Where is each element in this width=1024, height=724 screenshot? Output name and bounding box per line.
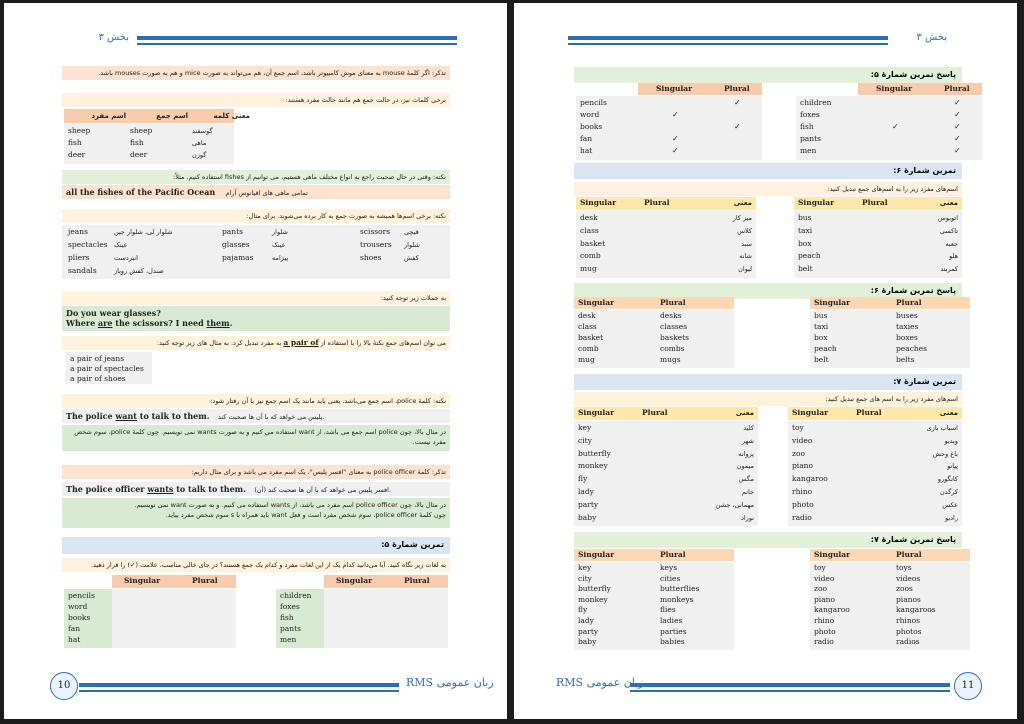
ans6-right-singular: bus (814, 311, 828, 320)
ans7-right-singular: zoo (814, 584, 827, 594)
ans6-left-header-plural: Plural (660, 298, 686, 307)
header-rule (568, 43, 888, 45)
ex7-left-header-meaning: معنی (735, 409, 754, 417)
plural-word-fa: شلوار (404, 241, 420, 249)
ex7-right-word: photo (792, 499, 814, 509)
ans6-left-plural: mugs (660, 355, 681, 364)
ans7-left-singular: butterfly (578, 584, 611, 594)
ex7-left-word: butterfly (578, 448, 611, 458)
ans6-right-singular: box (814, 333, 828, 342)
ans6-right-plural: belts (896, 355, 915, 364)
ex7-left-word: baby (578, 512, 597, 522)
ex7-left-meaning: شهر (741, 436, 754, 445)
ex6-left-header-meaning: معنی (733, 199, 752, 207)
ans5-right-word: children (800, 98, 832, 107)
ex6-right-meaning: هلو (949, 252, 958, 261)
ans7-right-plural: pianos (896, 594, 921, 604)
ex7-right-word: radio (792, 512, 812, 522)
ans6-left-plural: classes (660, 322, 688, 331)
police-example: The police want to talk to them. پلیس می خواهد که با آن ها صحبت کند. (62, 409, 450, 423)
plural-word-fa: قیچی (404, 228, 419, 236)
ex6-right-word: bus (798, 213, 812, 222)
ans5-right-header-singular: Singular (876, 84, 913, 93)
ex7-right-meaning: باغ وحش (932, 449, 958, 458)
ans7-left-body (574, 562, 734, 650)
ans7-right-plural: photos (896, 626, 922, 636)
ex6-right-word: peach (798, 251, 821, 261)
ex7-left-word: city (578, 435, 592, 445)
ex7-right-meaning: ویدیو (944, 436, 958, 445)
ex7-left-word: key (578, 423, 592, 432)
ex6-left-word: basket (580, 238, 606, 248)
ex6-left-word: class (580, 225, 599, 235)
check-icon: ✓ (954, 110, 961, 119)
ex5-right-word: pants (280, 624, 301, 633)
ans6-left-header-singular: Singular (578, 298, 615, 307)
plural-word-en: jeans (68, 227, 88, 236)
ans7-left-singular: fly (578, 605, 588, 615)
exercise-5-instructions: به لغات زیر نگاه کنید. آیا می‌دانید کدام یک از این لغات مفرد و کدام یک جمع هستند؟ در جای خالی مناسب، علامت (✓) را قرار دهید. (62, 558, 450, 572)
ex5-left-word: books (68, 613, 91, 622)
ans6-left-plural: combs (660, 344, 685, 353)
ex6-right-word: box (798, 238, 812, 248)
exercise-5-title: تمرین شمارهٔ ۵: (62, 537, 450, 554)
footer-rule (79, 683, 399, 687)
plural-word-fa: عینک (114, 241, 128, 249)
answer-7-title: پاسخ تمرین شمارهٔ ۷: (574, 532, 962, 548)
ans6-left-plural: desks (660, 311, 682, 320)
plural-word-en: shoes (360, 253, 382, 262)
ans5-right-word: pants (800, 134, 821, 143)
ans7-right-singular: video (814, 573, 835, 583)
page-number: 10 (50, 672, 78, 700)
exercise-6-instructions: اسم‌های مفرد زیر را به اسم‌های جمع تبدیل کنید: (574, 182, 962, 196)
ans7-right-plural: rhinos (896, 616, 921, 625)
ans6-right-singular: belt (814, 355, 829, 364)
ex7-right-word: toy (792, 423, 804, 432)
answer-5-title: پاسخ تمرین شمارهٔ ۵: (574, 67, 962, 83)
answer-6-title: پاسخ تمرین شمارهٔ ۶: (574, 283, 962, 299)
ans6-left-singular: comb (578, 344, 599, 353)
officer-example: The police officer wants to talk to them. (آن) افسر پلیس می خواهد که با آن ها صحبت کند. (62, 482, 450, 496)
ex5-right-blank-area (324, 589, 448, 648)
ans5-right-word: fish (800, 122, 814, 131)
ex7-right-word: piano (792, 461, 814, 471)
ex5-left-word: pencils (68, 591, 95, 600)
ans6-left-singular: desk (578, 311, 596, 320)
ex7-left-meaning: مهمانی، جشن (715, 500, 754, 509)
same-table-cell: fish (130, 138, 144, 147)
ans7-right-header-singular: Singular (814, 550, 851, 559)
plural-word-en: scissors (360, 227, 391, 236)
plural-word-fa: صندل، کفش روباز (114, 267, 164, 275)
plural-word-en: pajamas (222, 253, 254, 262)
note-police: نکته: کلمهٔ police، اسم جمع می‌باشد. یعنی باید مانند یک اسم جمع نیز با آن رفتار شود: (62, 394, 450, 408)
note-always-plural: نکته: برخی اسم‌ها همیشه به صورت جمع به کار برده می‌شوند. برای مثال: (62, 209, 450, 223)
ans7-left-plural: ladies (660, 616, 683, 625)
ex7-right-meaning: پیانو (947, 462, 958, 471)
ex6-left-word: desk (580, 213, 598, 222)
ans6-left-singular: mug (578, 355, 595, 364)
ex7-right-word: rhino (792, 487, 813, 496)
footer-title: زبان عمومی RMS (556, 676, 644, 689)
same-table-cell: ماهی (192, 139, 207, 147)
header-rule (137, 43, 457, 45)
ex5-left-blank-area (112, 589, 236, 648)
ans7-left-plural: parties (660, 626, 687, 636)
ex7-right-header-plural: Plural (856, 408, 882, 417)
ans6-right-header-singular: Singular (814, 298, 851, 307)
ex6-right-word: belt (798, 264, 813, 274)
ex7-left-word: party (578, 499, 599, 509)
header-rule (137, 36, 457, 40)
plural-word-fa: عینک (272, 241, 286, 249)
section-label: بخش ۳ (916, 32, 947, 43)
plural-word-en: spectacles (68, 240, 108, 249)
ans6-right-plural: buses (896, 311, 918, 320)
note-sentences: به جملات زیر توجه کنید: (62, 291, 450, 305)
ex7-left-header-singular: Singular (578, 408, 615, 417)
ex7-right-header-singular: Singular (792, 408, 829, 417)
ans5-left-word: pencils (580, 98, 607, 107)
ex6-left-word: comb (580, 251, 601, 261)
exercise-7-title: تمرین شمارهٔ ۷: (574, 374, 962, 390)
ans6-right-body (810, 310, 970, 368)
plural-word-en: glasses (222, 240, 250, 249)
ex7-right-meaning: اسباب بازی (926, 424, 958, 432)
ex5-left-word: fan (68, 624, 81, 633)
ex7-right-word: zoo (792, 448, 805, 458)
ex5-left-header-singular: Singular (124, 576, 161, 585)
ans6-left-singular: basket (578, 333, 604, 342)
ex7-left-word: fly (578, 474, 588, 484)
ans5-right-word: foxes (800, 110, 820, 119)
same-table-cell: sheep (130, 126, 153, 135)
right-page (514, 3, 1017, 719)
ans6-right-plural: taxies (896, 322, 919, 331)
ex7-left-meaning: خانم (741, 488, 754, 496)
ans7-left-plural: babies (660, 637, 685, 647)
ans6-left-plural: baskets (660, 333, 689, 342)
ans5-left-header-singular: Singular (656, 84, 693, 93)
ex5-right-header-plural: Plural (404, 576, 430, 585)
check-icon: ✓ (672, 134, 679, 143)
ex7-left-meaning: نوزاد (740, 513, 754, 522)
ans7-right-singular: piano (814, 594, 836, 604)
ex6-right-meaning: تاکسی (939, 226, 958, 235)
footer-rule (79, 690, 399, 692)
ans5-left-header-plural: Plural (724, 84, 750, 93)
section-label: بخش ۳ (98, 32, 129, 43)
check-icon: ✓ (892, 122, 899, 131)
pair-of-example: a pair of shoes (70, 374, 126, 383)
check-icon: ✓ (734, 122, 741, 131)
ans5-left-word: hat (580, 146, 593, 155)
fishes-example-en: all the fishes of the Pacific Ocean (66, 187, 216, 197)
ans7-right-plural: videos (896, 573, 921, 583)
check-icon: ✓ (954, 98, 961, 107)
ans7-left-singular: party (578, 626, 599, 636)
check-icon: ✓ (672, 110, 679, 119)
ans5-left-word: word (580, 110, 600, 119)
ex5-right-word: men (280, 635, 297, 644)
ans7-right-singular: kangaroo (814, 605, 850, 615)
same-table-cell: deer (130, 150, 148, 159)
ans7-right-plural: toys (896, 563, 912, 572)
ex7-left-header-plural: Plural (642, 408, 668, 417)
ex7-left-meaning: مگس (738, 475, 754, 484)
ex6-left-meaning: کلاس (737, 226, 752, 235)
check-icon: ✓ (954, 146, 961, 155)
ex7-right-meaning: کانگورو (937, 475, 958, 484)
ex6-right-meaning: اتوبوس (937, 214, 958, 222)
ans7-left-singular: key (578, 563, 592, 572)
fishes-example-fa: تمامی ماهی های اقیانوس آرام (225, 189, 308, 197)
ex7-right-word: kangaroo (792, 474, 828, 484)
ans7-right-plural: kangaroos (896, 605, 936, 615)
same-table-header: معنی کلمه (213, 112, 250, 120)
footer-title: زبان عمومی RMS (406, 676, 494, 689)
ex6-right-header-plural: Plural (862, 198, 888, 207)
ex6-right-meaning: کمربند (940, 265, 958, 274)
ans7-right-singular: rhino (814, 616, 835, 625)
note-same-plural: برخی کلمات نیز، در حالت جمع هم مانند حالت مفرد هستند: (62, 93, 450, 107)
note-mouse: تذکر: اگر کلمهٔ mouse به معنای موش کامپیوتر باشد، اسم جمع آن، هم می‌تواند به صورت mice و هم به صورت mouses باشد. (62, 66, 450, 80)
same-table-cell: گوزن (192, 151, 207, 159)
same-table-header: اسم مفرد (91, 112, 126, 120)
ex7-left-word: lady (578, 487, 594, 496)
ex6-left-meaning: سبد (741, 239, 752, 248)
ex5-right-word: foxes (280, 602, 300, 611)
same-table-cell: fish (68, 138, 82, 147)
check-icon: ✓ (954, 122, 961, 131)
plural-word-en: pliers (68, 253, 90, 262)
plural-word-en: trousers (360, 240, 392, 249)
ex6-right-header-meaning: معنی (939, 199, 958, 207)
ans7-right-singular: photo (814, 626, 836, 636)
officer-explanation: در مثال بالا، چون police officer اسم مفرد می باشد، از wants استفاده می کنیم. و به صورت want نمی نویسیم. چون کلمهٔ police officer، سوم شخص مفرد است و فعل want باید همراه با s سوم شخص مفرد بیاید. (62, 498, 450, 528)
ans7-right-plural: radios (896, 637, 920, 647)
plural-word-fa: کفش (404, 254, 419, 262)
ans6-right-plural: boxes (896, 333, 918, 342)
note-pair-of: می توان اسم‌های جمع نکتهٔ بالا را با استفاده از a pair of به مفرد تبدیل کرد. به مثال های زیر توجه کنید: (62, 336, 450, 350)
ex7-right-header-meaning: معنی (939, 409, 958, 417)
plural-word-fa: شلوار لی، شلوار جین (114, 228, 173, 236)
ans7-left-singular: baby (578, 637, 597, 647)
ex7-left-meaning: پروانه (738, 449, 754, 458)
police-explanation: در مثال بالا، چون police اسم جمع می باشد، از want استفاده می کنیم و به صورت wants نمی نویسیم. چون کلمهٔ police، سوم شخص مفرد نیست. (62, 425, 450, 451)
ans7-left-plural: monkeys (660, 594, 694, 604)
ans7-left-singular: monkey (578, 594, 608, 604)
same-table-header: اسم جمع (156, 112, 188, 120)
ex7-right-word: video (792, 435, 813, 445)
ex7-right-meaning: عکس (942, 500, 958, 509)
ans7-left-plural: cities (660, 573, 681, 583)
header-rule (568, 36, 888, 40)
footer-rule (630, 683, 950, 687)
ex5-left-word: hat (68, 635, 81, 644)
ans7-left-header-singular: Singular (578, 550, 615, 559)
sentence-1: Do you wear glasses? (66, 308, 161, 318)
check-icon: ✓ (954, 134, 961, 143)
page-number: 11 (954, 672, 982, 700)
check-icon: ✓ (734, 98, 741, 107)
ex7-left-meaning: کلید (743, 424, 754, 432)
ex7-left-meaning: میمون (736, 462, 754, 471)
ex7-right-meaning: کرگدن (940, 488, 958, 496)
ex7-right-meaning: رادیو (944, 513, 958, 522)
ex6-left-meaning: شانه (739, 252, 752, 261)
ans7-right-singular: radio (814, 637, 834, 647)
ans7-left-header-plural: Plural (660, 550, 686, 559)
ans6-right-header-plural: Plural (896, 298, 922, 307)
ex6-right-word: taxi (798, 225, 813, 235)
note-police-officer: تذکر: کلمهٔ police officer به معنای "افسر پلیس"، یک اسم مفرد می باشد و برای مثال داریم: (62, 465, 450, 479)
left-page (4, 3, 507, 719)
ans7-right-plural: zoos (896, 584, 913, 594)
plural-word-fa: پیژامه (272, 254, 289, 262)
ans7-left-plural: flies (660, 605, 676, 615)
same-table-cell: deer (68, 150, 86, 159)
ex5-left-word: word (68, 602, 88, 611)
ans7-left-singular: city (578, 573, 592, 583)
ans5-left-word: books (580, 122, 603, 131)
ans5-left-word: fan (580, 134, 593, 143)
sentence-2: Where are the scissors? I need them. (66, 318, 233, 328)
ex5-right-header-singular: Singular (336, 576, 373, 585)
example-sentences (62, 306, 450, 331)
plural-word-fa: انبردست (114, 254, 138, 262)
pair-of-examples (66, 352, 152, 384)
ex7-left-word: monkey (578, 461, 608, 471)
ans6-right-singular: peach (814, 344, 837, 353)
ans5-right-word: men (800, 146, 817, 155)
exercise-6-title: تمرین شمارهٔ ۶: (574, 163, 962, 179)
ans7-left-plural: keys (660, 563, 678, 572)
check-icon: ✓ (672, 146, 679, 155)
plural-word-en: sandals (68, 266, 97, 275)
same-table-cell: گوسفند (192, 127, 213, 135)
fishes-example (62, 185, 450, 199)
footer-rule (630, 690, 950, 692)
ans7-right-header-plural: Plural (896, 550, 922, 559)
ex6-left-header-singular: Singular (580, 198, 617, 207)
ans6-right-plural: peaches (896, 344, 928, 353)
plural-word-en: pants (222, 227, 243, 236)
ex6-left-meaning: میز کار (732, 214, 752, 222)
note-fishes: نکته: وقتی در حال صحبت راجع به انواع مختلف ماهی هستیم، می توانیم از fishes استفاده کنیم. مثلاً: (62, 170, 450, 184)
ex6-left-word: mug (580, 264, 597, 274)
same-table-cell: sheep (68, 126, 91, 135)
ans6-right-singular: taxi (814, 322, 829, 331)
pair-of-example: a pair of jeans (70, 354, 125, 363)
ans6-left-singular: class (578, 322, 597, 331)
ex5-right-word: children (280, 591, 312, 600)
exercise-7-instructions: اسم‌های مفرد زیر را به اسم های جمع تبدیل کنید: (574, 392, 962, 406)
plural-word-fa: شلوار (272, 228, 288, 236)
ans7-left-singular: lady (578, 616, 594, 625)
ex5-left-header-plural: Plural (192, 576, 218, 585)
ex6-left-meaning: لیوان (738, 265, 752, 274)
ans5-right-header-plural: Plural (944, 84, 970, 93)
pair-of-example: a pair of spectacles (70, 364, 144, 373)
ex6-left-header-plural: Plural (644, 198, 670, 207)
ex6-right-meaning: جعبه (945, 239, 958, 248)
ans7-left-plural: butterflies (660, 584, 700, 594)
ex6-right-header-singular: Singular (798, 198, 835, 207)
ans7-right-singular: toy (814, 563, 826, 572)
ex5-right-word: fish (280, 613, 294, 622)
